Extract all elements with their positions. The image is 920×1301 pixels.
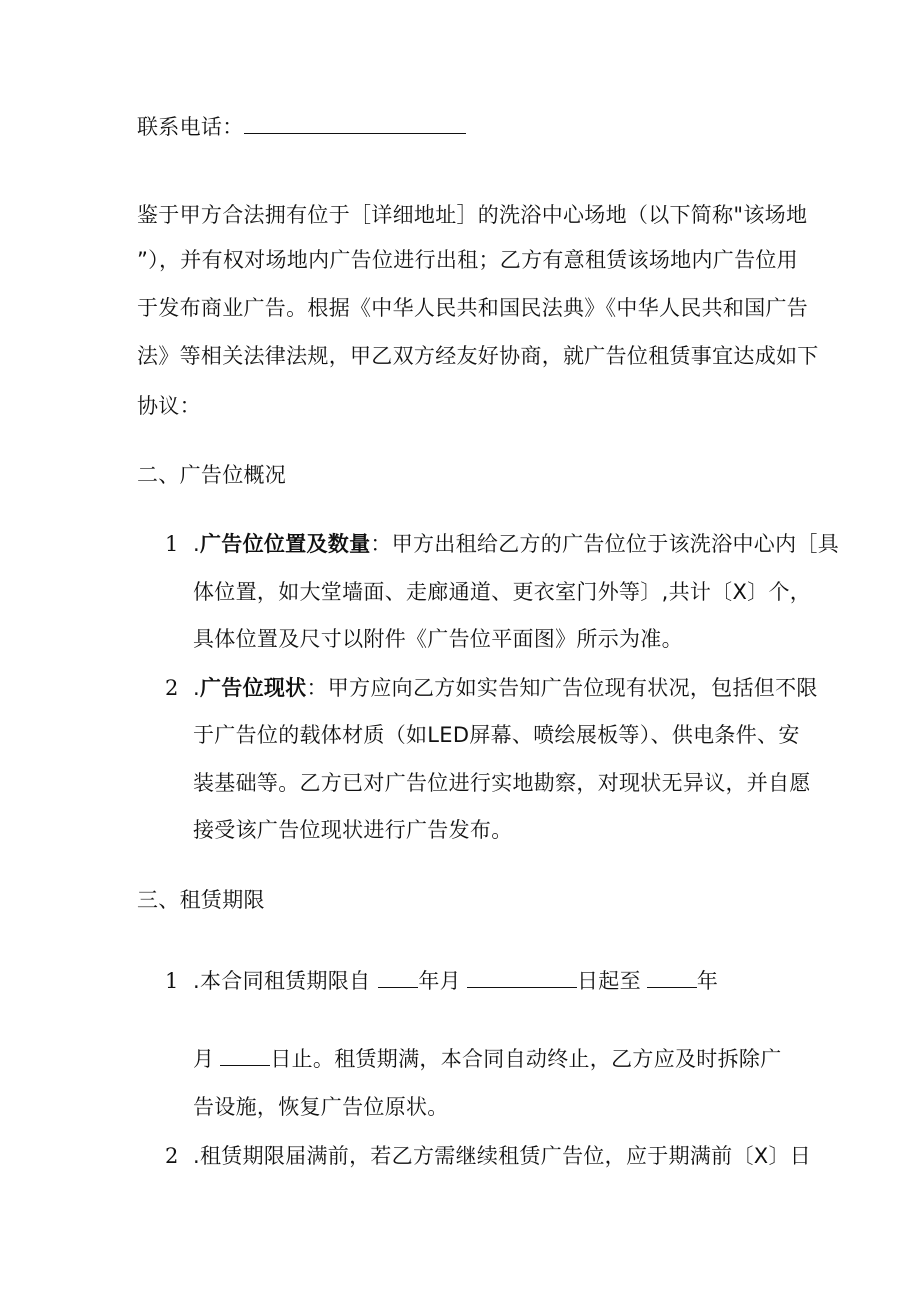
section3-item2-number: 2 [165, 1144, 179, 1168]
section2-item1-label: 广告位位置及数量 [199, 532, 371, 556]
section2-item1-line2: 体位置，如大堂墙面、走廊通道、更衣室门外等〕,共计〔X〕个， [193, 580, 812, 604]
section3-item1-text-e: 月 [193, 1047, 215, 1071]
section2-item2-label: 广告位现状 [199, 676, 307, 700]
section3-item1-line1 [165, 965, 718, 996]
contact-phone-row [137, 111, 466, 142]
preamble-line-4: 法》等相关法律法规，甲乙双方经友好协商，就广告位租赁事宜达成如下 [137, 344, 819, 368]
section3-item1-text-d: 年 [696, 969, 719, 993]
section2-heading: 二、广告位概况 [137, 463, 287, 487]
section3-heading: 三、租赁期限 [137, 888, 265, 912]
section3-item1-text-c: 日起至 [576, 969, 641, 993]
start-year-field[interactable] [378, 965, 418, 988]
section3-item1-text-f: 日止。租赁期满，本合同自动终止，乙方应及时拆除广 [270, 1047, 782, 1071]
section2-item1-dot: . [193, 532, 200, 556]
end-year-field[interactable] [647, 965, 697, 988]
section3-item2-line1 [165, 1141, 811, 1171]
section3-item1-text-b: 年月 [418, 969, 461, 993]
contact-phone-field[interactable] [244, 111, 466, 134]
section2-item2-line1 [165, 673, 818, 703]
section2-item2-line3: 装基础等。乙方已对广告位进行实地勘察，对现状无异议，并自愿 [193, 771, 811, 795]
section3-item1-line3: 告设施，恢复广告位原状。 [193, 1095, 449, 1119]
preamble-line-1: 鉴于甲方合法拥有位于［详细地址］的洗浴中心场地（以下简称"该场地 [137, 203, 808, 227]
section2-item1-text: ：甲方出租给乙方的广告位位于该洗浴中心内［具 [370, 532, 839, 556]
section2-item2-line2: 于广告位的载体材质（如LED屏幕、喷绘展板等）、供电条件、安 [193, 723, 800, 747]
section3-item1-number: 1 [165, 969, 179, 993]
section2-item2-dot: . [193, 676, 200, 700]
section2-item2-number: 2 [165, 676, 179, 700]
end-day-field[interactable] [220, 1043, 270, 1066]
section2-item1-line1 [165, 529, 839, 559]
section2-item1-number: 1 [165, 532, 179, 556]
start-day-field[interactable] [467, 965, 577, 988]
section2-item2-text: ：甲方应向乙方如实告知广告位现有状况，包括但不限 [306, 676, 818, 700]
section2-item2-line4: 接受该广告位现状进行广告发布。 [193, 818, 513, 842]
contact-phone-label: 联系电话： [137, 115, 244, 139]
section3-item1-text-a: .本合同租赁期限自 [193, 969, 371, 993]
section3-item1-line2 [193, 1043, 782, 1074]
section3-item2-text: .租赁期限届满前，若乙方需继续租赁广告位，应于期满前〔X〕日 [193, 1144, 812, 1168]
preamble-line-5: 协议： [137, 394, 201, 418]
section2-item1-line3: 具体位置及尺寸以附件《广告位平面图》所示为准。 [193, 627, 683, 651]
preamble-line-2: ”），并有权对场地内广告位进行出租；乙方有意租赁该场地内广告位用 [137, 248, 798, 272]
preamble-line-3: 于发布商业广告。根据《中华人民共和国民法典》《中华人民共和国广告 [137, 296, 809, 320]
